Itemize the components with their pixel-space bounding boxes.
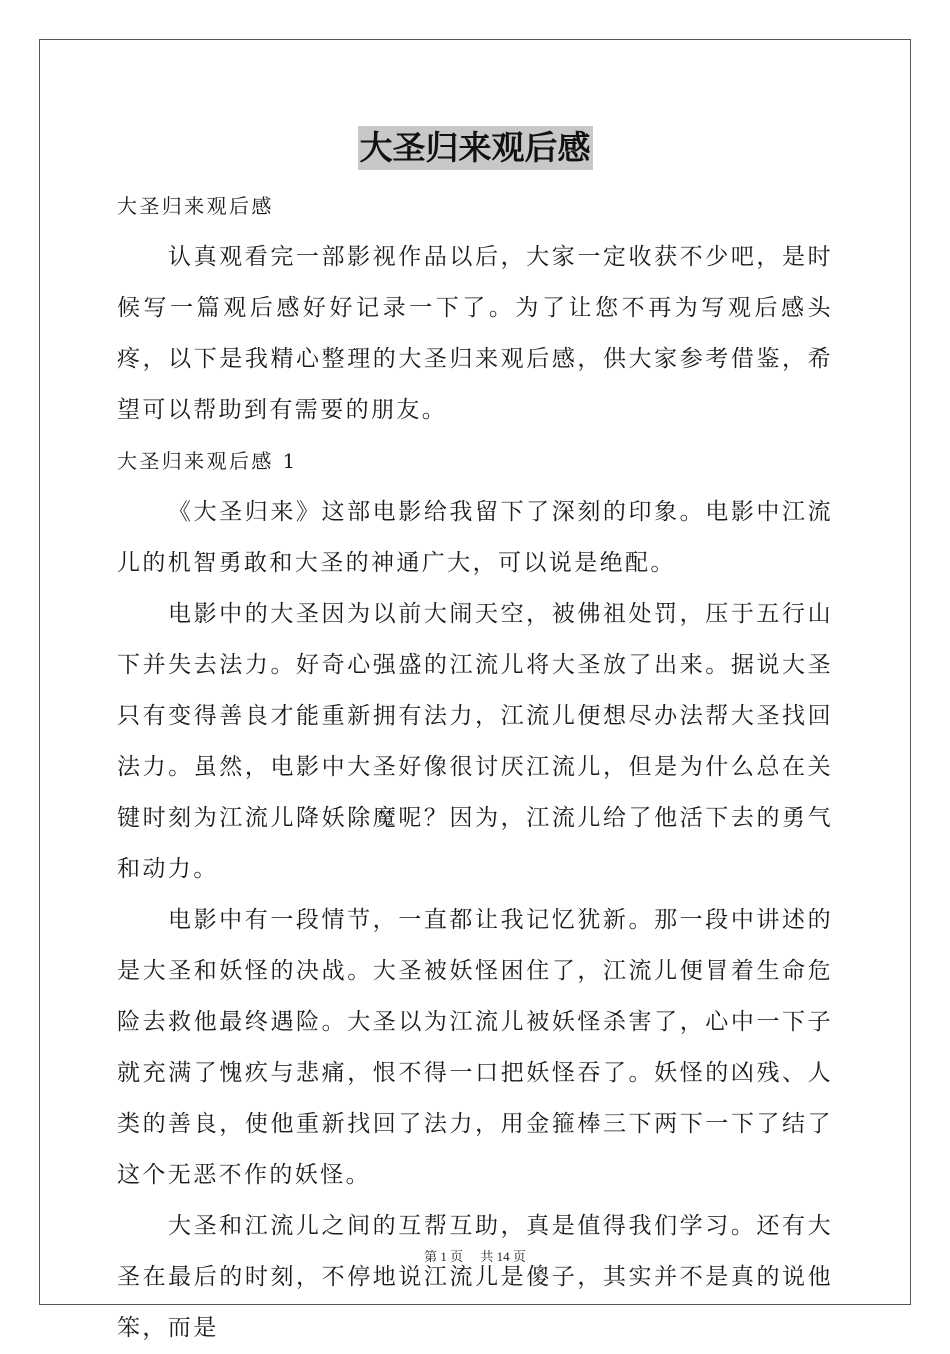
page-footer — [0, 1246, 950, 1265]
document-body — [117, 181, 833, 1354]
body-paragraph: 认真观看完一部影视作品以后，大家一定收获不少吧，是时候写一篇观后感好好记录一下了。为了让您不再为写观后感头疼，以下是我精心整理的大圣归来观后感，供大家参考借鉴，希望可以帮助到有需要的朋友。 — [117, 244, 833, 423]
section-heading: 大圣归来观后感 — [117, 194, 274, 218]
page-total: 共 14 页 — [480, 1249, 526, 1264]
body-paragraph: 电影中的大圣因为以前大闹天空，被佛祖处罚，压于五行山下并失去法力。好奇心强盛的江流儿将大圣放了出来。据说大圣只有变得善良才能重新拥有法力，江流儿便想尽办法帮大圣找回法力。虽然，电影中大圣好像很讨厌江流儿，但是为什么总在关键时刻为江流儿降妖除魔呢？因为，江流儿给了他活下去的勇气和动力。 — [117, 601, 833, 882]
body-paragraph: 电影中有一段情节，一直都让我记忆犹新。那一段中讲述的是大圣和妖怪的决战。大圣被妖怪困住了，江流儿便冒着生命危险去救他最终遇险。大圣以为江流儿被妖怪杀害了，心中一下子就充满了愧疚与悲痛，恨不得一口把妖怪吞了。妖怪的凶残、人类的善良，使他重新找回了法力，用金箍棒三下两下一下了结了这个无恶不作的妖怪。 — [117, 907, 833, 1188]
document-title: 大圣归来观后感 — [358, 126, 593, 170]
body-paragraph: 《大圣归来》这部电影给我留下了深刻的印象。电影中江流儿的机智勇敢和大圣的神通广大，可以说是绝配。 — [117, 499, 833, 576]
title-wrap — [0, 126, 950, 170]
section-heading: 大圣归来观后感 1 — [117, 449, 298, 473]
page-number: 第 1 页 — [424, 1249, 464, 1264]
body-paragraph: 大圣和江流儿之间的互帮互助，真是值得我们学习。还有大圣在最后的时刻，不停地说江流儿是傻子，其实并不是真的说他笨，而是 — [117, 1213, 833, 1341]
